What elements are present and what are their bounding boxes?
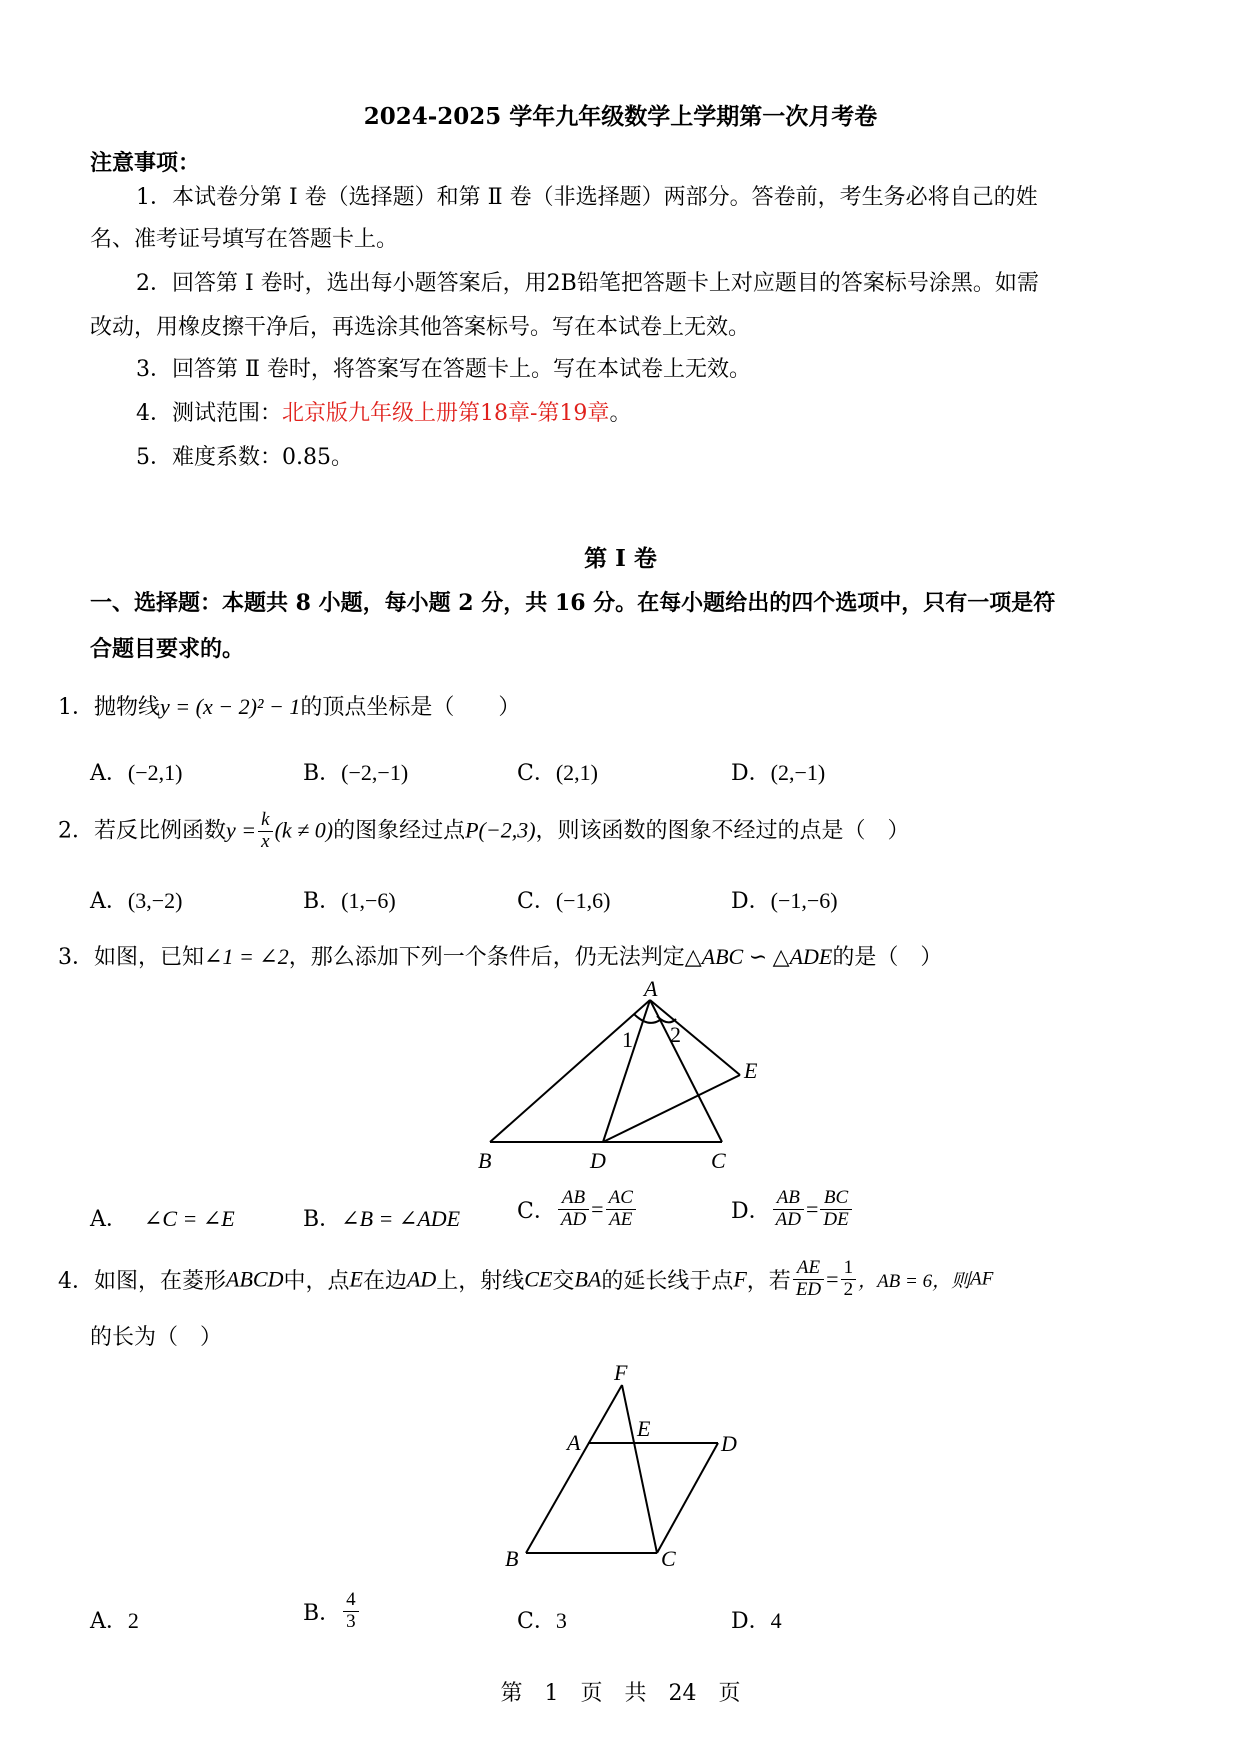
option-d[interactable] (731, 1604, 782, 1635)
question-text: 如图，在菱形 (94, 1268, 227, 1294)
vertex-b-label: B (505, 1546, 519, 1571)
section-heading-line-1: 一、选择题：本题共 8 小题，每小题 2 分，共 16 分。在每小题给出的四个选项中，只有一项是符 (90, 590, 1056, 616)
fraction-numerator: AB (773, 1188, 804, 1210)
volume-title: 第 Ⅰ 卷 (584, 545, 657, 572)
option-letter: B． (303, 889, 342, 914)
line-bf (526, 1385, 622, 1553)
question-text: ，若 (746, 1268, 791, 1294)
notice-item-5: 5．难度系数：0.85。 (136, 445, 353, 470)
ab-length: ，AB = 6，则 (858, 1270, 971, 1292)
section-heading-line-2: 合题目要求的。 (90, 636, 245, 662)
vertex-c-label: C (711, 1148, 726, 1173)
question-number: 4． (58, 1268, 94, 1294)
fraction-denominator: x (261, 830, 270, 852)
option-b[interactable] (303, 1590, 361, 1633)
angle-condition: ∠1 = ∠2 (204, 944, 289, 969)
angle-2-label: 2 (670, 1022, 681, 1047)
question-number: 1． (58, 695, 94, 720)
option-value: (3,−2) (127, 888, 183, 913)
question-text: ，则该函数的图象不经过的点是（ ） (535, 818, 910, 844)
question-text: 抛物线 (94, 695, 161, 720)
option-value: (2,1) (555, 760, 598, 785)
notice-item-1-line-1: 1．本试卷分第 Ⅰ 卷（选择题）和第 Ⅱ 卷（非选择题）两部分。答卷前，考生务必将自己的姓 (136, 185, 1038, 210)
equals-sign: = (826, 1266, 839, 1292)
equals-sign: = (805, 1196, 819, 1222)
fraction-numerator: k (258, 810, 272, 832)
rhombus-name: ABCD (226, 1266, 284, 1292)
option-c[interactable] (517, 1604, 567, 1635)
option-value: 4 (770, 1608, 782, 1633)
fraction-numerator: AB (558, 1188, 589, 1210)
option-letter: A． (90, 761, 128, 786)
option-letter: C． (517, 1198, 556, 1224)
option-letter: D． (731, 889, 771, 914)
notice-heading: 注意事项： (90, 150, 201, 176)
fraction-denominator: AD (775, 1208, 801, 1230)
option-value: (−2,1) (127, 760, 183, 785)
option-value: (−1,6) (555, 888, 611, 913)
question-text: 的延长线于点 (601, 1268, 734, 1294)
option-value: (1,−6) (341, 888, 396, 913)
option-value: 2 (127, 1608, 139, 1633)
question-text: ，那么添加下列一个条件后，仍无法判定 (288, 945, 685, 970)
question-number: 2． (58, 818, 94, 844)
option-letter: B． (303, 1600, 342, 1626)
vertex-a-label: A (567, 1430, 581, 1455)
option-letter: B． (303, 1207, 342, 1232)
question-text: 若反比例函数 (94, 818, 227, 844)
vertex-d-label: D (590, 1148, 606, 1173)
segment-af: AF (970, 1268, 994, 1290)
notice-item-2-line-1: 2．回答第 Ⅰ 卷时，选出每小题答案后，用2B铅笔把答题卡上对应题目的答案标号涂黑。如需 (136, 271, 1039, 296)
question-number: 3． (58, 945, 94, 970)
ray-cf (622, 1385, 657, 1553)
fraction-denominator: AE (609, 1208, 633, 1230)
vertex-b-label: B (478, 1148, 492, 1173)
option-value: (2,−1) (770, 760, 826, 785)
segment-ad: AD (406, 1266, 437, 1292)
segment-ba: BA (574, 1266, 602, 1292)
option-letter: D． (731, 1609, 771, 1634)
option-letter: A． (90, 1609, 128, 1634)
function-lhs: y = (226, 817, 257, 843)
fraction-numerator: BC (820, 1188, 851, 1210)
fraction-denominator: 2 (843, 1278, 854, 1300)
vertex-e-label: E (744, 1058, 758, 1083)
function-condition: (k ≠ 0) (274, 817, 334, 843)
parabola-expression: y = (x − 2)² − 1 (160, 694, 301, 719)
fraction-numerator: 1 (841, 1258, 857, 1280)
vertex-d-label: D (721, 1431, 737, 1456)
question-text: 的顶点坐标是（ ） (300, 695, 521, 720)
question-text: 交 (552, 1268, 575, 1294)
side-dc (657, 1443, 718, 1553)
option-letter: B． (303, 761, 342, 786)
question-text: 上，射线 (436, 1268, 525, 1294)
option-letter: C． (517, 889, 556, 914)
option-value: (−1,−6) (770, 888, 838, 913)
fraction-denominator: 3 (346, 1610, 356, 1632)
question-4-options (90, 1590, 990, 1650)
point-f: F (733, 1266, 747, 1292)
equals-sign: = (591, 1196, 604, 1222)
vertex-c-label: C (661, 1546, 676, 1571)
fraction-four-thirds (343, 1590, 359, 1633)
similarity-statement: △ABC ∽ △ADE (684, 944, 833, 969)
point-e: E (349, 1266, 363, 1292)
angle-1-label: 1 (622, 1027, 633, 1052)
fraction-denominator: AD (560, 1208, 587, 1230)
exam-title: 2024-2025 学年九年级数学上学期第一次月考卷 (363, 103, 878, 130)
vertex-e-label: E (637, 1416, 651, 1441)
fraction-denominator: DE (823, 1208, 849, 1230)
option-value: ∠B = ∠ADE (341, 1206, 461, 1231)
question-text: 如图，已知 (94, 945, 205, 970)
option-value: (−2,−1) (341, 760, 409, 785)
vertex-a-label: A (644, 976, 658, 1001)
fraction-numerator: AC (606, 1188, 636, 1210)
option-value: ∠C = ∠E (143, 1206, 235, 1231)
option-letter: C． (517, 1609, 556, 1634)
option-letter: C． (517, 761, 556, 786)
ray-ce: CE (524, 1266, 553, 1292)
option-letter: A． (90, 889, 128, 914)
option-letter: A． (90, 1207, 128, 1232)
test-scope: 北京版九年级上册第18章-第19章 (282, 401, 610, 426)
point-p: P(−2,3) (465, 817, 536, 843)
option-value: 3 (555, 1608, 567, 1633)
notice-item-3: 3．回答第 Ⅱ 卷时，将答案写在答题卡上。写在本试卷上无效。 (136, 357, 751, 382)
notice-item-1-line-2: 名、准考证号填写在答题卡上。 (90, 227, 399, 252)
question-text: 的是（ ） (832, 945, 943, 970)
question-text: 中，点 (283, 1268, 350, 1294)
notice-item-4-prefix: 4．测试范围： (136, 401, 282, 426)
question-text: 的图象经过点 (333, 818, 466, 844)
option-letter: D． (731, 1198, 771, 1224)
option-a[interactable] (90, 1604, 139, 1635)
fraction-numerator: 4 (343, 1590, 359, 1612)
question-text: 在边 (362, 1268, 407, 1294)
notice-item-4-suffix: 。 (609, 401, 632, 426)
question-4-line-2: 的长为（ ） (90, 1325, 223, 1350)
option-letter: D． (731, 761, 771, 786)
fraction-denominator: ED (795, 1278, 822, 1300)
fraction-numerator: AE (793, 1258, 824, 1280)
notice-item-2-line-2: 改动，用橡皮擦干净后，再选涂其他答案标号。写在本试卷上无效。 (90, 315, 751, 340)
page-footer: 第 1 页 共 24 页 (500, 1681, 741, 1706)
vertex-f-label: F (614, 1360, 628, 1385)
